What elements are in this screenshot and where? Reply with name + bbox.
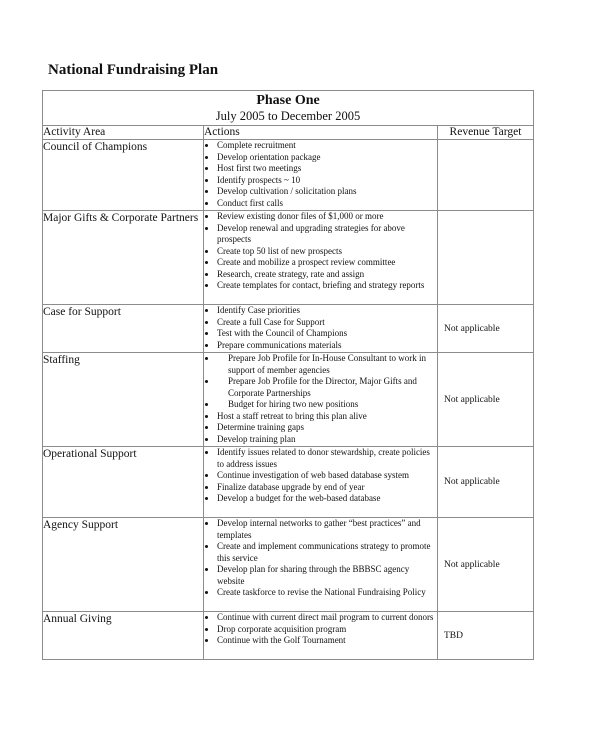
list-item: • Create templates for contact, briefing and strategy reports <box>217 280 437 292</box>
actions-list <box>204 518 437 599</box>
list-item: • Budget for hiring two new positions <box>217 399 437 411</box>
table-row <box>43 612 534 660</box>
list-item: • Continue with the Golf Tournament <box>217 635 437 647</box>
revenue-target-cell <box>438 211 534 305</box>
column-header-revenue-target: Revenue Target <box>438 126 534 140</box>
revenue-target-cell: TBD <box>438 612 534 660</box>
actions-list <box>204 447 437 505</box>
list-item: • Host first two meetings <box>217 163 437 175</box>
table-row <box>43 447 534 518</box>
actions-cell <box>204 518 438 612</box>
list-item: • Develop training plan <box>217 434 437 446</box>
actions-list <box>204 140 437 209</box>
revenue-target-cell: Not applicable <box>438 447 534 518</box>
actions-cell <box>204 140 438 211</box>
list-item: • Prepare Job Profile for the Director, Major Gifts and Corporate Partnerships <box>217 376 437 399</box>
list-item: • Create taskforce to revise the National Fundraising Policy <box>217 587 437 599</box>
list-item: • Develop a budget for the web-based database <box>217 493 437 505</box>
table-row <box>43 518 534 612</box>
list-item: • Develop orientation package <box>217 152 437 164</box>
actions-cell <box>204 447 438 518</box>
actions-cell <box>204 305 438 353</box>
revenue-target-cell: Not applicable <box>438 518 534 612</box>
list-item: • Identify issues related to donor stewardship, create policies to address issues <box>217 447 437 470</box>
actions-list <box>204 353 437 445</box>
table-row <box>43 353 534 447</box>
actions-list <box>204 305 437 351</box>
phase-header <box>43 91 534 126</box>
actions-list <box>204 211 437 292</box>
list-item: • Develop renewal and upgrading strategies for above prospects <box>217 223 437 246</box>
list-item: • Develop internal networks to gather “best practices” and templates <box>217 518 437 541</box>
list-item: • Create a full Case for Support <box>217 317 437 329</box>
list-item: • Continue with current direct mail program to current donors <box>217 612 437 624</box>
column-header-row <box>43 126 534 140</box>
list-item: • Finalize database upgrade by end of year <box>217 482 437 494</box>
actions-cell <box>204 612 438 660</box>
list-item: • Identify Case priorities <box>217 305 437 317</box>
table-row <box>43 140 534 211</box>
activity-area-cell: Staffing <box>43 353 204 447</box>
list-item: • Develop cultivation / solicitation plans <box>217 186 437 198</box>
revenue-target-cell: Not applicable <box>438 353 534 447</box>
list-item: • Conduct first calls <box>217 198 437 210</box>
list-item: • Host a staff retreat to bring this plan alive <box>217 411 437 423</box>
activity-area-cell: Operational Support <box>43 447 204 518</box>
phase-header-row <box>43 91 534 126</box>
list-item: • Identify prospects ~ 10 <box>217 175 437 187</box>
revenue-target-cell: Not applicable <box>438 305 534 353</box>
list-item: • Test with the Council of Champions <box>217 328 437 340</box>
table-row <box>43 305 534 353</box>
column-header-activity-area: Activity Area <box>43 126 204 140</box>
list-item: • Create and mobilize a prospect review committee <box>217 257 437 269</box>
list-item: • Develop plan for sharing through the BBBSC agency website <box>217 564 437 587</box>
list-item: • Review existing donor files of $1,000 or more <box>217 211 437 223</box>
table-row <box>43 211 534 305</box>
list-item: • Prepare Job Profile for In-House Consultant to work in support of member agencies <box>217 353 437 376</box>
activity-area-cell: Council of Champions <box>43 140 204 211</box>
list-item: • Prepare communications materials <box>217 340 437 352</box>
actions-cell <box>204 353 438 447</box>
fundraising-plan-table <box>42 90 534 660</box>
phase-dates: July 2005 to December 2005 <box>215 109 361 123</box>
list-item: • Continue investigation of web based database system <box>217 470 437 482</box>
activity-area-cell: Case for Support <box>43 305 204 353</box>
activity-area-cell: Annual Giving <box>43 612 204 660</box>
phase-name: Phase One <box>256 93 320 108</box>
list-item: • Create top 50 list of new prospects <box>217 246 437 258</box>
column-header-actions: Actions <box>204 126 438 140</box>
activity-area-cell: Agency Support <box>43 518 204 612</box>
list-item: • Research, create strategy, rate and assign <box>217 269 437 281</box>
list-item: • Determine training gaps <box>217 422 437 434</box>
document-title: National Fundraising Plan <box>48 62 219 78</box>
activity-area-cell: Major Gifts & Corporate Partners <box>43 211 204 305</box>
list-item: • Complete recruitment <box>217 140 437 152</box>
actions-cell <box>204 211 438 305</box>
revenue-target-cell <box>438 140 534 211</box>
list-item: • Drop corporate acquisition program <box>217 624 437 636</box>
list-item: • Create and implement communications strategy to promote this service <box>217 541 437 564</box>
actions-list <box>204 612 437 647</box>
